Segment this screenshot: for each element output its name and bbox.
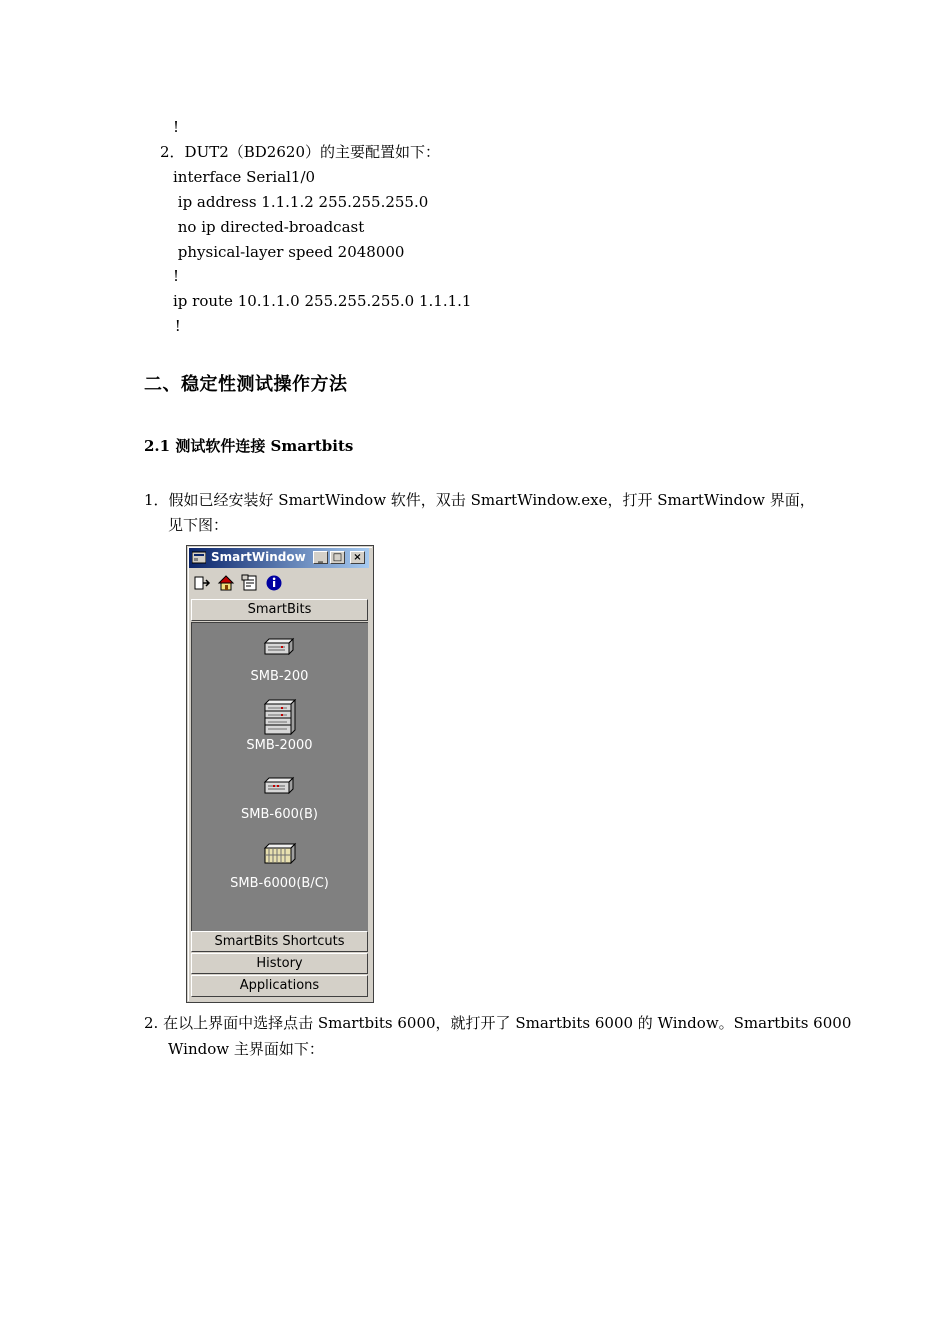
minimize-button[interactable]: _ bbox=[313, 551, 328, 564]
device-label-smb-6000bc[interactable]: SMB-6000(B/C) bbox=[230, 876, 329, 891]
config-line: ! bbox=[170, 317, 181, 335]
info-icon[interactable] bbox=[265, 574, 283, 592]
smartwindow bbox=[186, 545, 374, 1003]
config-line: no ip directed-broadcast bbox=[173, 218, 365, 236]
step1-text-cont: 见下图： bbox=[168, 516, 229, 534]
exit-icon[interactable] bbox=[193, 574, 211, 592]
smb-6000bc-icon[interactable] bbox=[263, 842, 297, 864]
smb-2000-icon[interactable] bbox=[263, 699, 297, 735]
home-icon[interactable] bbox=[217, 574, 235, 592]
toolbar bbox=[191, 572, 371, 594]
smartbits-category-button[interactable]: SmartBits bbox=[191, 599, 368, 621]
config-line: ip route 10.1.1.0 255.255.255.0 1.1.1.1 bbox=[173, 292, 472, 310]
history-button[interactable]: History bbox=[191, 953, 368, 974]
device-label-smb-600b[interactable]: SMB-600(B) bbox=[241, 807, 318, 822]
step2-text-cont: Window 主界面如下： bbox=[168, 1040, 324, 1058]
config-line: ip address 1.1.1.2 255.255.255.0 bbox=[173, 193, 429, 211]
config-line: ! bbox=[173, 267, 180, 285]
smb-200-icon[interactable] bbox=[263, 637, 295, 655]
properties-icon[interactable] bbox=[241, 574, 259, 592]
maximize-button[interactable]: □ bbox=[330, 551, 345, 564]
window-title: SmartWindow bbox=[211, 550, 306, 564]
close-button[interactable]: × bbox=[350, 551, 365, 564]
app-icon bbox=[192, 551, 206, 564]
config-line: ! bbox=[173, 118, 180, 136]
device-label-smb-200[interactable]: SMB-200 bbox=[250, 669, 309, 684]
section-title: 二、稳定性测试操作方法 bbox=[144, 374, 348, 395]
config-heading: 2．DUT2（BD2620）的主要配置如下： bbox=[160, 143, 440, 161]
title-bar[interactable] bbox=[189, 548, 369, 568]
config-line: interface Serial1/0 bbox=[173, 168, 316, 186]
config-line: physical-layer speed 2048000 bbox=[173, 243, 405, 261]
step2-text: 2. 在以上界面中选择点击 Smartbits 6000，就打开了 Smartbits 6000 的 Window。Smartbits 6000 bbox=[144, 1014, 852, 1032]
applications-button[interactable]: Applications bbox=[191, 975, 368, 997]
smb-600b-icon[interactable] bbox=[263, 776, 295, 794]
section-subtitle: 2.1 测试软件连接 Smartbits bbox=[144, 437, 354, 455]
device-label-smb-2000[interactable]: SMB-2000 bbox=[246, 738, 313, 753]
smartbits-shortcuts-button[interactable]: SmartBits Shortcuts bbox=[191, 931, 368, 952]
step1-text: 1．假如已经安装好 SmartWindow 软件，双击 SmartWindow.exe，打开 SmartWindow 界面， bbox=[144, 491, 815, 509]
device-panel bbox=[191, 622, 368, 931]
